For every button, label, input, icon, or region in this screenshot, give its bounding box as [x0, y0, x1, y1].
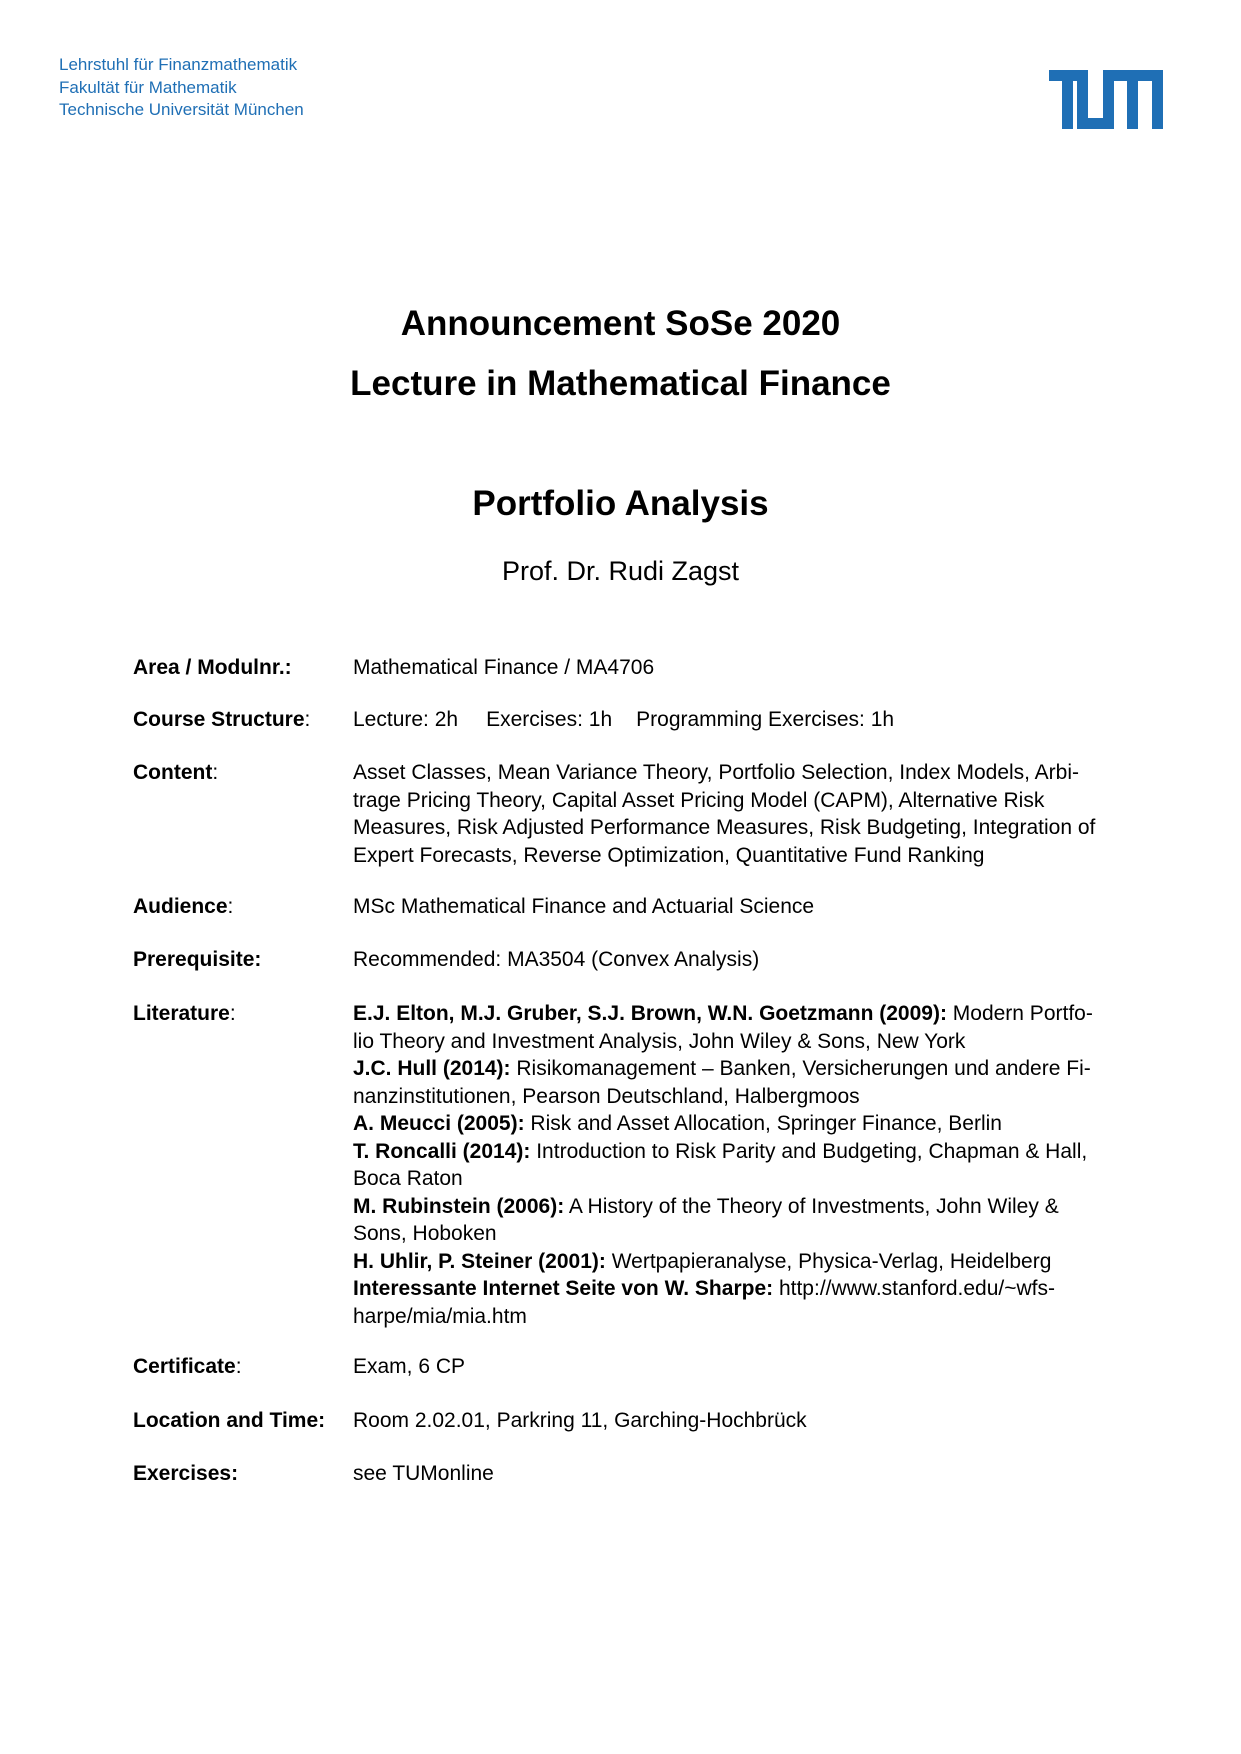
audience-label: Audience — [133, 895, 228, 918]
literature-label: Literature — [133, 1002, 230, 1025]
content-text: Asset Classes, Mean Variance Theory, Portfolio Selection, Index Models, Arbi- trage Pricing Theory, Capital Asset Pricing Model (CAPM), Alternative Risk Measures, Risk Adjusted Performance Measures, Risk Budgeting, Integration of Expert Forecasts, Reverse Optimization, Quantitative Fund Ranking — [353, 761, 1096, 867]
certificate-row: Certificate: Exam, 6 CP — [133, 1353, 1183, 1381]
area-value: Mathematical Finance / MA4706 — [353, 656, 655, 679]
lecture-title: Lecture in Mathematical Finance — [350, 364, 891, 403]
professor-name: Prof. Dr. Rudi Zagst — [501, 556, 740, 586]
chair-name: Lehrstuhl für Finanzmathematik — [59, 55, 298, 74]
literature-line: M. Rubinstein (2006): A History of the Theory of Investments, John Wiley & — [353, 1194, 1059, 1218]
content-row: Content: Asset Classes, Mean Variance Theory, Portfolio Selection, Index Models, Arbi- trage Pricing Theory, Capital Asset Pricing Model (CAPM), Alternative Risk Measures, Risk Adjusted Performance Measures, Risk Budgeting, Integration of Expert Forecasts, Reverse Optimization, Quantitative Fund Ranking — [133, 759, 1183, 869]
faculty-name: Fakultät für Mathematik — [59, 77, 237, 97]
literature-row: Literature: E.J. Elton, M.J. Gruber, S.J. Brown, W.N. Goetzmann (2009): Modern Portfo- lio Theory and Investment Analysis, John Wiley & Sons, New York J.C. Hull (2014): Risikomanagement – Banken, Versicherungen und andere Fi- nanzinstitutionen, Pearson Deutschland, Halbergmoos A. Meucci (2005): Risk and Asset Allocation, Springer Finance, Berlin T. Roncalli (2014): Introduction to Risk Parity and Budgeting, Chapman & Hall, Boca Raton M. Rubinstein (2006): A History of the Theory of Investments, John Wiley & Sons, Hoboken H. Uhlir, P. Steiner (2001): Wertpapieranalyse, Physica-Verlag, Heidelberg Interessante Internet Seite von W. Sharpe: http://www.stanford.edu/~wfs- harpe/mia/mia.htm — [133, 1000, 1183, 1330]
audience-row: Audience: MSc Mathematical Finance and Actuarial Science — [133, 893, 1183, 921]
literature-line: E.J. Elton, M.J. Gruber, S.J. Brown, W.N. Goetzmann (2009): Modern Portfo- — [353, 1002, 1093, 1025]
programming-hours: Programming Exercises: 1h — [636, 708, 895, 731]
chair-header — [59, 54, 304, 122]
literature-line: Interessante Internet Seite von W. Sharpe: http://www.stanford.edu/~wfs- — [353, 1277, 1056, 1300]
exercises-value: see TUMonline — [353, 1462, 494, 1485]
course-title: Portfolio Analysis — [472, 484, 769, 523]
university-name: Technische Universität München — [59, 100, 304, 119]
location-label: Location and Time: — [133, 1409, 326, 1432]
literature-line: nanzinstitutionen, Pearson Deutschland, Halbergmoos — [353, 1084, 860, 1108]
literature-list — [353, 1000, 1173, 1330]
prerequisite-value: Recommended: MA3504 (Convex Analysis) — [353, 948, 760, 971]
lecture-hours: Lecture: 2h — [353, 708, 459, 731]
prerequisite-row — [133, 946, 1183, 974]
exercise-hours: Exercises: 1h — [486, 708, 613, 731]
literature-line: lio Theory and Investment Analysis, John Wiley & Sons, New York — [353, 1029, 966, 1053]
exercises-row — [133, 1460, 1183, 1488]
announcement-title: Announcement SoSe 2020 — [400, 304, 841, 343]
literature-line: T. Roncalli (2014): Introduction to Risk Parity and Budgeting, Chapman & Hall, — [353, 1139, 1088, 1163]
location-value: Room 2.02.01, Parkring 11, Garching-Hochbrück — [353, 1409, 807, 1432]
certificate-label: Certificate — [133, 1355, 236, 1378]
literature-line: Sons, Hoboken — [353, 1222, 497, 1245]
location-row — [133, 1407, 1183, 1435]
content-label: Content — [133, 761, 213, 784]
exercises-label: Exercises: — [133, 1462, 239, 1485]
area-label: Area / Modulnr.: — [133, 656, 292, 679]
literature-line: Boca Raton — [353, 1167, 463, 1190]
literature-line: J.C. Hull (2014): Risikomanagement – Banken, Versicherungen und andere Fi- — [353, 1057, 1091, 1080]
structure-row: Course Structure: Lecture: 2h Exercises: 1h Programming Exercises: 1h — [133, 708, 895, 731]
literature-line: harpe/mia/mia.htm — [353, 1304, 527, 1328]
prerequisite-label: Prerequisite: — [133, 948, 262, 971]
area-row — [133, 654, 1183, 682]
tum-logo — [1049, 70, 1163, 129]
literature-line: H. Uhlir, P. Steiner (2001): Wertpapieranalyse, Physica-Verlag, Heidelberg — [353, 1249, 1052, 1273]
audience-value: MSc Mathematical Finance and Actuarial Science — [353, 895, 815, 918]
certificate-value: Exam, 6 CP — [353, 1355, 466, 1378]
literature-line: A. Meucci (2005): Risk and Asset Allocation, Springer Finance, Berlin — [353, 1112, 1002, 1135]
structure-label: Course Structure — [133, 708, 305, 731]
